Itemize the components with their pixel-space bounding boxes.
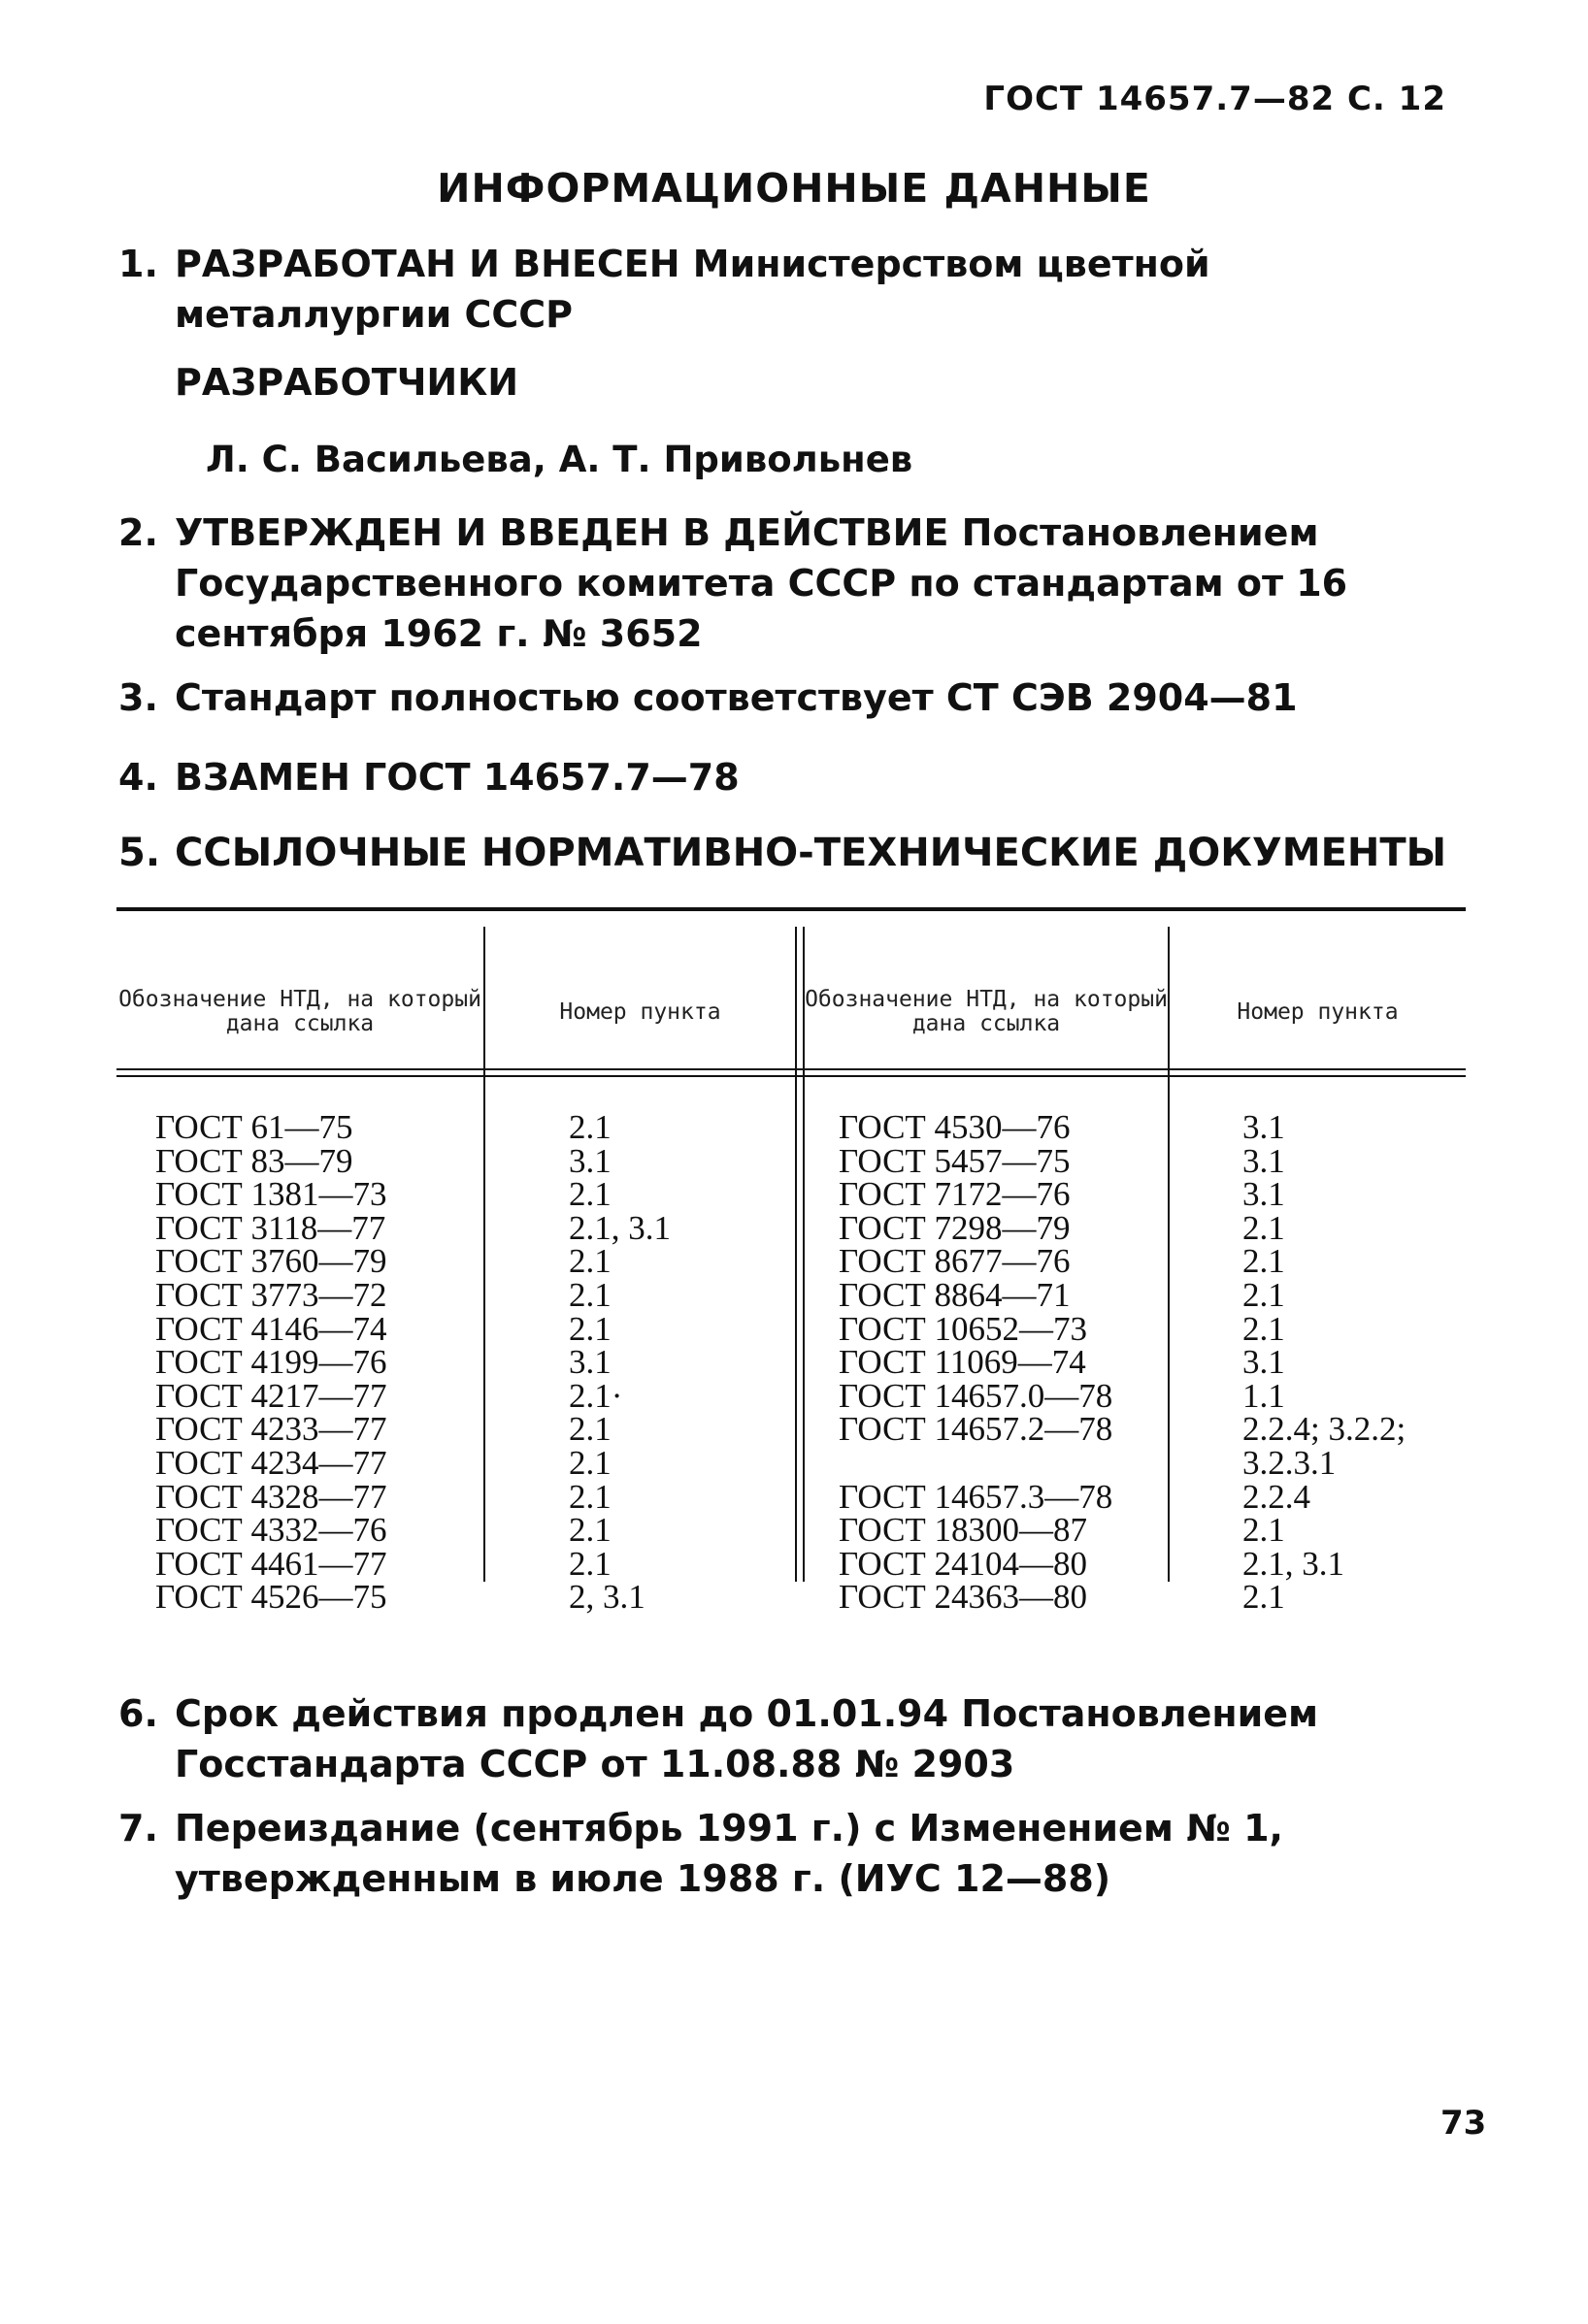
- table-cell-doc: ГОСТ 4530—76: [839, 1108, 1071, 1146]
- developers-heading: РАЗРАБОТЧИКИ: [175, 361, 519, 404]
- table-cell-doc: ГОСТ 14657.0—78: [839, 1376, 1113, 1415]
- table-cell-point: 3.1: [1242, 1343, 1285, 1382]
- table-cell-point: 2.1, 3.1: [569, 1208, 671, 1247]
- table-cell-doc: ГОСТ 4234—77: [155, 1443, 387, 1482]
- table-cell-doc: ГОСТ 4328—77: [155, 1477, 387, 1516]
- running-header: ГОСТ 14657.7—82 С. 12: [983, 80, 1446, 118]
- item-number: 7.: [118, 1807, 158, 1849]
- table-cell-point: 2.1: [569, 1443, 612, 1482]
- table-cell-point: 2.1: [569, 1242, 612, 1281]
- table-cell-point: 3.1: [1242, 1175, 1285, 1214]
- info-item-5: [118, 828, 1468, 878]
- info-item-6: [118, 1688, 1468, 1789]
- table-cell-doc: ГОСТ 3773—72: [155, 1275, 387, 1314]
- info-item-4: [118, 752, 1468, 802]
- table-cell-doc: ГОСТ 4461—77: [155, 1544, 387, 1583]
- table-cell-point: 2.1: [569, 1108, 612, 1146]
- table-cell-doc: [839, 1447, 1112, 1481]
- item-number: 6.: [118, 1692, 158, 1735]
- table-cell-point: 2.1: [569, 1275, 612, 1314]
- item-text: ССЫЛОЧНЫЕ НОРМАТИВНО-ТЕХНИЧЕСКИЕ ДОКУМЕНТЫ: [175, 831, 1447, 875]
- table-cell-doc: ГОСТ 24104—80: [839, 1544, 1088, 1583]
- table-cell-point: 3.1: [1242, 1141, 1285, 1180]
- table-cell-point: 2.1: [1242, 1242, 1285, 1281]
- table-cell-point: 2, 3.1: [569, 1578, 645, 1617]
- table-cell-point: 2.1: [1242, 1578, 1285, 1617]
- info-item-1: [118, 239, 1468, 340]
- table-cell-doc: ГОСТ 8864—71: [839, 1275, 1071, 1314]
- info-item-3: [118, 672, 1468, 723]
- table-cell-doc: ГОСТ 8677—76: [839, 1242, 1071, 1281]
- table-cell-point: 2.1: [569, 1511, 612, 1550]
- table-cell-point: 2.1·: [569, 1376, 623, 1415]
- table-cell-point: 2.1: [1242, 1309, 1285, 1348]
- table-top-rule: [116, 907, 1466, 911]
- table-cell-doc: ГОСТ 4233—77: [155, 1410, 387, 1449]
- table-cell-point: 2.2.4; 3.2.2;: [1242, 1410, 1406, 1449]
- info-item-7: [118, 1803, 1468, 1904]
- table-cell-point: 2.1: [569, 1309, 612, 1348]
- table-cell-point: 2.1: [1242, 1208, 1285, 1247]
- table-cell-doc: ГОСТ 7298—79: [839, 1208, 1071, 1247]
- table-cell-point: 2.1: [569, 1477, 612, 1516]
- table-cell-doc: ГОСТ 14657.3—78: [839, 1477, 1113, 1516]
- item-text: Стандарт полностью соответствует СТ СЭВ 2904—81: [175, 676, 1298, 719]
- table-cell-doc: ГОСТ 4332—76: [155, 1511, 387, 1550]
- table-cell-point: 3.2.3.1: [1242, 1443, 1337, 1482]
- table-cell-point: 3.1: [569, 1343, 612, 1382]
- table-cell-doc: ГОСТ 4146—74: [155, 1309, 387, 1348]
- right-docs-column: [839, 1108, 1113, 1617]
- left-docs-column: [155, 1108, 387, 1617]
- left-points-column: [569, 1108, 671, 1617]
- item-text: ВЗАМЕН ГОСТ 14657.7—78: [175, 756, 740, 799]
- item-lead: УТВЕРЖДЕН И ВВЕДЕН В ДЕЙСТВИЕ: [175, 511, 949, 554]
- table-cell-doc: ГОСТ 61—75: [155, 1108, 353, 1146]
- item-text: Постановлением Государственного комитета СССР по стандартам от 16 сентября 1962 г. № 3652: [175, 511, 1348, 655]
- header-rule-2: [116, 1075, 1466, 1077]
- item-number: 4.: [118, 756, 158, 799]
- table-cell-point: 2.1: [1242, 1275, 1285, 1314]
- table-cell-doc: ГОСТ 5457—75: [839, 1141, 1071, 1180]
- table-cell-doc: ГОСТ 3118—77: [155, 1208, 386, 1247]
- table-cell-doc: ГОСТ 14657.2—78: [839, 1410, 1113, 1449]
- item-lead: РАЗРАБОТАН И ВНЕСЕН: [175, 243, 680, 285]
- table-cell-doc: ГОСТ 83—79: [155, 1141, 353, 1180]
- table-cell-point: 2.1: [569, 1175, 612, 1214]
- header-rule-1: [116, 1068, 1466, 1070]
- reference-documents-table: [116, 907, 1466, 1645]
- header-doc-designation: Обозначение НТД, на который дана ссылка: [118, 987, 481, 1036]
- page-number: 73: [1440, 2104, 1487, 2143]
- table-cell-doc: ГОСТ 1381—73: [155, 1175, 387, 1214]
- item-number: 1.: [118, 243, 158, 285]
- page-title: ИНФОРМАЦИОННЫЕ ДАННЫЕ: [437, 165, 1151, 212]
- item-text: Срок действия продлен до 01.01.94 Постановлением Госстандарта СССР от 11.08.88 № 2903: [175, 1692, 1319, 1785]
- table-cell-point: 3.1: [569, 1141, 612, 1180]
- table-cell-point: 2.1: [1242, 1511, 1285, 1550]
- item-number: 2.: [118, 511, 158, 554]
- header-doc-designation: Обозначение НТД, на который дана ссылка: [805, 987, 1168, 1036]
- table-cell-doc: ГОСТ 4526—75: [155, 1578, 387, 1617]
- table-cell-doc: ГОСТ 4217—77: [155, 1376, 387, 1415]
- header-point-number: Номер пункта: [559, 998, 721, 1025]
- developers-names: Л. С. Васильева, А. Т. Привольнев: [206, 439, 913, 480]
- table-cell-doc: ГОСТ 3760—79: [155, 1242, 387, 1281]
- table-cell-point: 3.1: [1242, 1108, 1285, 1146]
- table-cell-point: 2.1: [569, 1544, 612, 1583]
- item-text: Министерством цветной металлургии СССР: [175, 243, 1210, 336]
- table-cell-doc: ГОСТ 4199—76: [155, 1343, 387, 1382]
- table-cell-point: 2.1, 3.1: [1242, 1544, 1344, 1583]
- item-number: 5.: [118, 831, 161, 875]
- table-cell-doc: ГОСТ 7172—76: [839, 1175, 1071, 1214]
- info-item-2: [118, 507, 1468, 659]
- table-cell-point: 2.1: [569, 1410, 612, 1449]
- column-divider-double-a: [795, 927, 797, 1582]
- right-points-column: [1242, 1108, 1406, 1617]
- table-cell-doc: ГОСТ 10652—73: [839, 1309, 1088, 1348]
- table-cell-doc: ГОСТ 11069—74: [839, 1343, 1086, 1382]
- header-point-number: Номер пункта: [1237, 998, 1399, 1025]
- item-number: 3.: [118, 676, 158, 719]
- item-text: Переиздание (сентябрь 1991 г.) с Изменением № 1, утвержденным в июле 1988 г. (ИУС 12—88): [175, 1807, 1283, 1900]
- table-cell-point: 1.1: [1242, 1376, 1285, 1415]
- table-cell-doc: ГОСТ 18300—87: [839, 1511, 1088, 1550]
- table-cell-doc: ГОСТ 24363—80: [839, 1578, 1088, 1617]
- table-cell-point: 2.2.4: [1242, 1477, 1310, 1516]
